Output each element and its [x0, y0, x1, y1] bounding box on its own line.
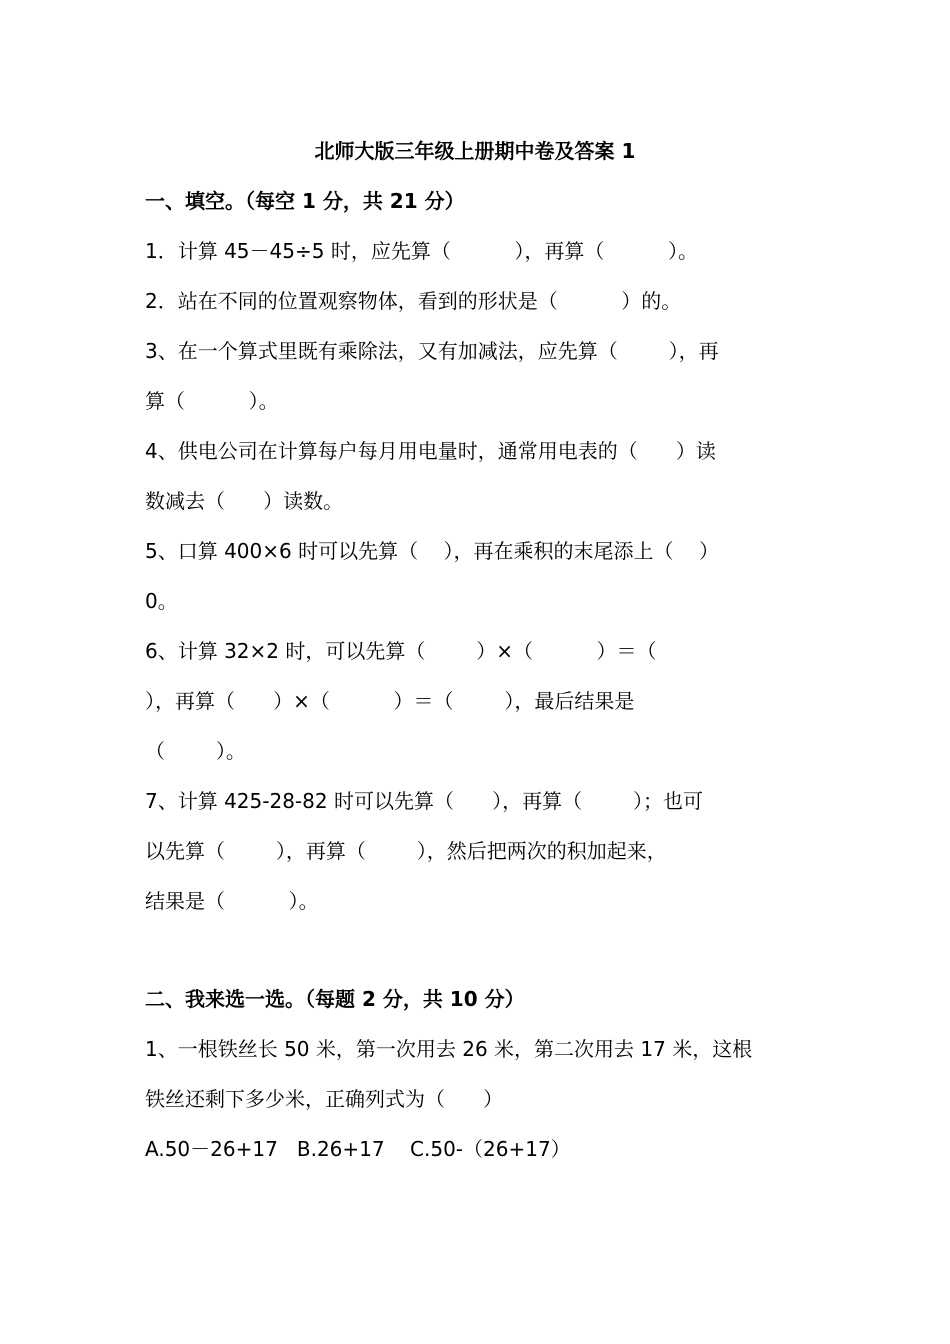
- section2-options: A.50－26+17 B.26+17 C.50-（26+17）: [145, 1137, 571, 1161]
- section1-line: 2．站在不同的位置观察物体，看到的形状是（ ）的。: [145, 289, 682, 313]
- section2-line: 铁丝还剩下多少米，正确列式为（ ）: [145, 1087, 504, 1111]
- document-title: 北师大版三年级上册期中卷及答案 1: [314, 139, 636, 163]
- section2-line: 1、一根铁丝长 50 米，第一次用去 26 米，第二次用去 17 米，这根: [145, 1037, 753, 1061]
- section1-heading: 一、填空。（每空 1 分，共 21 分）: [145, 189, 465, 213]
- section1-line: 以先算（ ），再算（ ），然后把两次的积加起来，: [145, 839, 667, 863]
- section1-line: （ ）。: [145, 739, 246, 763]
- section1-line: 6、计算 32×2 时，可以先算（ ）×（ ）＝（: [145, 639, 657, 663]
- section1-line: ），再算（ ）×（ ）＝（ ），最后结果是: [145, 689, 635, 713]
- section1-line: 5、口算 400×6 时可以先算（ ），再在乘积的末尾添上（ ）: [145, 539, 719, 563]
- section2-heading: 二、我来选一选。（每题 2 分，共 10 分）: [145, 987, 525, 1011]
- section1-line: 0。: [145, 589, 178, 613]
- section1-line: 3、在一个算式里既有乘除法，又有加减法，应先算（ ），再: [145, 339, 719, 363]
- section1-line: 算（ ）。: [145, 389, 279, 413]
- section1-line: 1．计算 45－45÷5 时，应先算（ ），再算（ ）。: [145, 239, 698, 263]
- section1-line: 结果是（ ）。: [145, 889, 319, 913]
- section1-line: 数减去（ ）读数。: [145, 489, 344, 513]
- section1-line: 7、计算 425-28-82 时可以先算（ ），再算（ ）；也可: [145, 789, 703, 813]
- section1-line: 4、供电公司在计算每户每月用电量时，通常用电表的（ ）读: [145, 439, 716, 463]
